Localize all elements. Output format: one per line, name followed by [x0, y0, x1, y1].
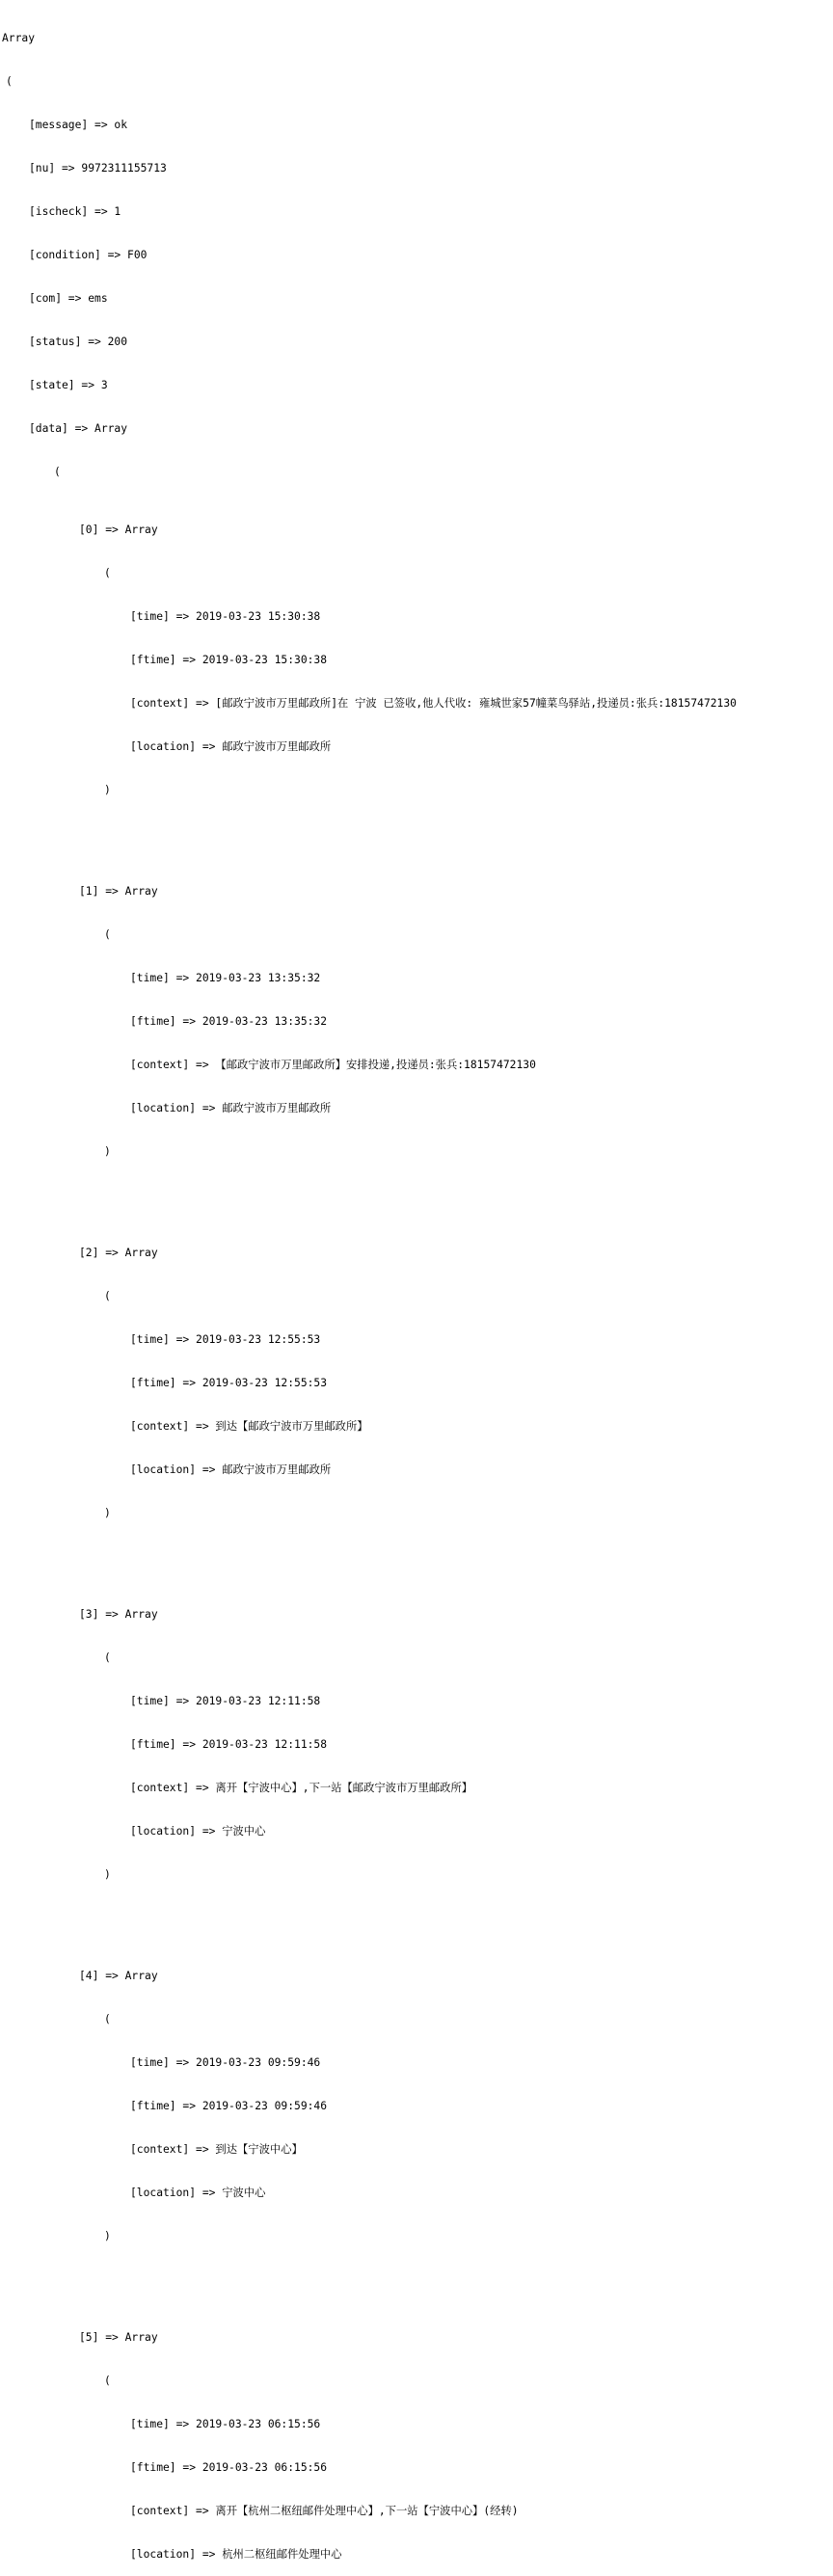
field-status: [status] => 200	[29, 335, 128, 348]
field-state: [state] => 3	[29, 379, 108, 391]
entry-location: [location] => 邮政宁波市万里邮政所	[130, 1102, 332, 1114]
entry-close-paren: )	[104, 1868, 111, 1881]
entry-location: [location] => 宁波中心	[130, 1825, 266, 1838]
entry-time: [time] => 2019-03-23 09:59:46	[130, 2056, 321, 2069]
blank-line	[2, 2272, 833, 2287]
entry-context: [context] => 【邮政宁波市万里邮政所】安排投递,投递员:张兵:18157472130	[130, 1059, 536, 1071]
entry-ftime: [ftime] => 2019-03-23 12:55:53	[130, 1377, 328, 1389]
entry-close-paren: )	[104, 1145, 111, 1158]
entry-open-paren: (	[104, 2375, 111, 2387]
entry-open-paren: (	[104, 928, 111, 941]
entry-location: [location] => 宁波中心	[130, 2187, 266, 2199]
entry-close-paren: )	[104, 1507, 111, 1519]
entry-header: [5] => Array	[79, 2331, 158, 2344]
entry-time: [time] => 2019-03-23 06:15:56	[130, 2418, 321, 2430]
entry-close-paren: )	[104, 784, 111, 796]
entry-open-paren: (	[104, 1651, 111, 1664]
entry-time: [time] => 2019-03-23 12:11:58	[130, 1695, 321, 1707]
entry-header: [2] => Array	[79, 1247, 158, 1259]
field-nu: [nu] => 9972311155713	[29, 162, 167, 174]
entry-time: [time] => 2019-03-23 15:30:38	[130, 610, 321, 623]
entry-time: [time] => 2019-03-23 12:55:53	[130, 1333, 321, 1346]
entry-ftime: [ftime] => 2019-03-23 13:35:32	[130, 1015, 328, 1028]
blank-line	[2, 1911, 833, 1925]
entry-open-paren: (	[104, 567, 111, 579]
entry-close-paren: )	[104, 2230, 111, 2242]
entry-context: [context] => 到达【邮政宁波市万里邮政所】	[130, 1420, 368, 1433]
blank-line	[2, 1549, 833, 1564]
field-message: [message] => ok	[29, 119, 128, 131]
entry-header: [0] => Array	[79, 523, 158, 536]
entry-ftime: [ftime] => 2019-03-23 15:30:38	[130, 654, 328, 666]
field-condition: [condition] => F00	[29, 249, 148, 261]
data-open-paren: (	[54, 466, 61, 478]
entry-ftime: [ftime] => 2019-03-23 06:15:56	[130, 2461, 328, 2474]
entry-header: [4] => Array	[79, 1970, 158, 1982]
root-type-label: Array	[2, 32, 36, 44]
entry-time: [time] => 2019-03-23 13:35:32	[130, 972, 321, 984]
blank-line	[2, 826, 833, 841]
entry-context: [context] => [邮政宁波市万里邮政所]在 宁波 已签收,他人代收: 雍城世家57幢菜鸟驿站,投递员:张兵:18157472130	[130, 697, 737, 710]
entry-open-paren: (	[104, 1290, 111, 1302]
root-open-paren: (	[6, 75, 13, 88]
entry-location: [location] => 杭州二枢纽邮件处理中心	[130, 2548, 342, 2561]
field-com: [com] => ems	[29, 292, 108, 305]
entry-location: [location] => 邮政宁波市万里邮政所	[130, 740, 332, 753]
field-data: [data] => Array	[29, 422, 128, 435]
entry-header: [3] => Array	[79, 1608, 158, 1621]
entry-location: [location] => 邮政宁波市万里邮政所	[130, 1463, 332, 1476]
entry-context: [context] => 离开【杭州二枢纽邮件处理中心】,下一站【宁波中心】(经转)	[130, 2505, 519, 2517]
entry-open-paren: (	[104, 2013, 111, 2026]
entry-ftime: [ftime] => 2019-03-23 12:11:58	[130, 1738, 328, 1751]
entry-context: [context] => 到达【宁波中心】	[130, 2143, 303, 2156]
field-ischeck: [ischeck] => 1	[29, 205, 121, 218]
entry-ftime: [ftime] => 2019-03-23 09:59:46	[130, 2100, 328, 2112]
blank-line	[2, 1188, 833, 1202]
entry-context: [context] => 离开【宁波中心】,下一站【邮政宁波市万里邮政所】	[130, 1782, 473, 1794]
entry-header: [1] => Array	[79, 885, 158, 898]
